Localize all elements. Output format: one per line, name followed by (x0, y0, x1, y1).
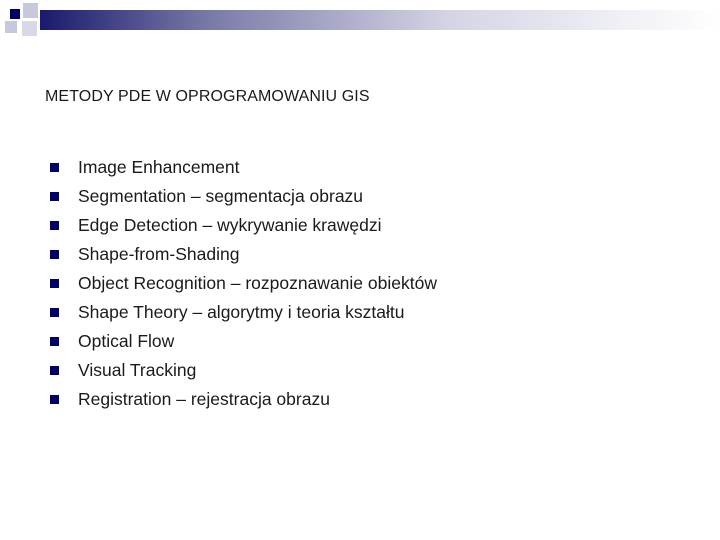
list-item (0, 240, 437, 269)
square-bullet-icon (50, 308, 59, 317)
list-item (0, 356, 437, 385)
list-item-text: Image Enhancement (78, 157, 240, 177)
square-bullet-icon (50, 337, 59, 346)
square-bullet-icon (50, 221, 59, 230)
list-item-text: Object Recognition – rozpoznawanie obiektów (78, 273, 437, 293)
square-bullet-icon (50, 250, 59, 259)
list-item-text: Shape Theory – algorytmy i teoria kształtu (78, 302, 405, 322)
square-bullet-icon (50, 366, 59, 375)
header-square-light (22, 21, 37, 36)
list-item (0, 153, 437, 182)
header-square-light (5, 21, 17, 33)
header-decoration (0, 0, 720, 50)
header-square-dark (10, 9, 20, 19)
slide-title: METODY PDE W OPROGRAMOWANIU GIS (45, 88, 370, 105)
square-bullet-icon (50, 163, 59, 172)
list-item (0, 269, 437, 298)
list-item (0, 298, 437, 327)
list-item-text: Edge Detection – wykrywanie krawędzi (78, 215, 382, 235)
list-item (0, 327, 437, 356)
list-item-text: Shape-from-Shading (78, 244, 240, 264)
bullet-list (0, 153, 437, 414)
list-item (0, 385, 437, 414)
list-item-text: Registration – rejestracja obrazu (78, 389, 330, 409)
list-item (0, 182, 437, 211)
list-item-text: Segmentation – segmentacja obrazu (78, 186, 364, 206)
list-item-text: Visual Tracking (78, 360, 197, 380)
list-item (0, 211, 437, 240)
list-item-text: Optical Flow (78, 331, 175, 351)
square-bullet-icon (50, 279, 59, 288)
header-gradient-bar (40, 10, 720, 30)
square-bullet-icon (50, 192, 59, 201)
header-square-light (23, 3, 38, 18)
square-bullet-icon (50, 395, 59, 404)
